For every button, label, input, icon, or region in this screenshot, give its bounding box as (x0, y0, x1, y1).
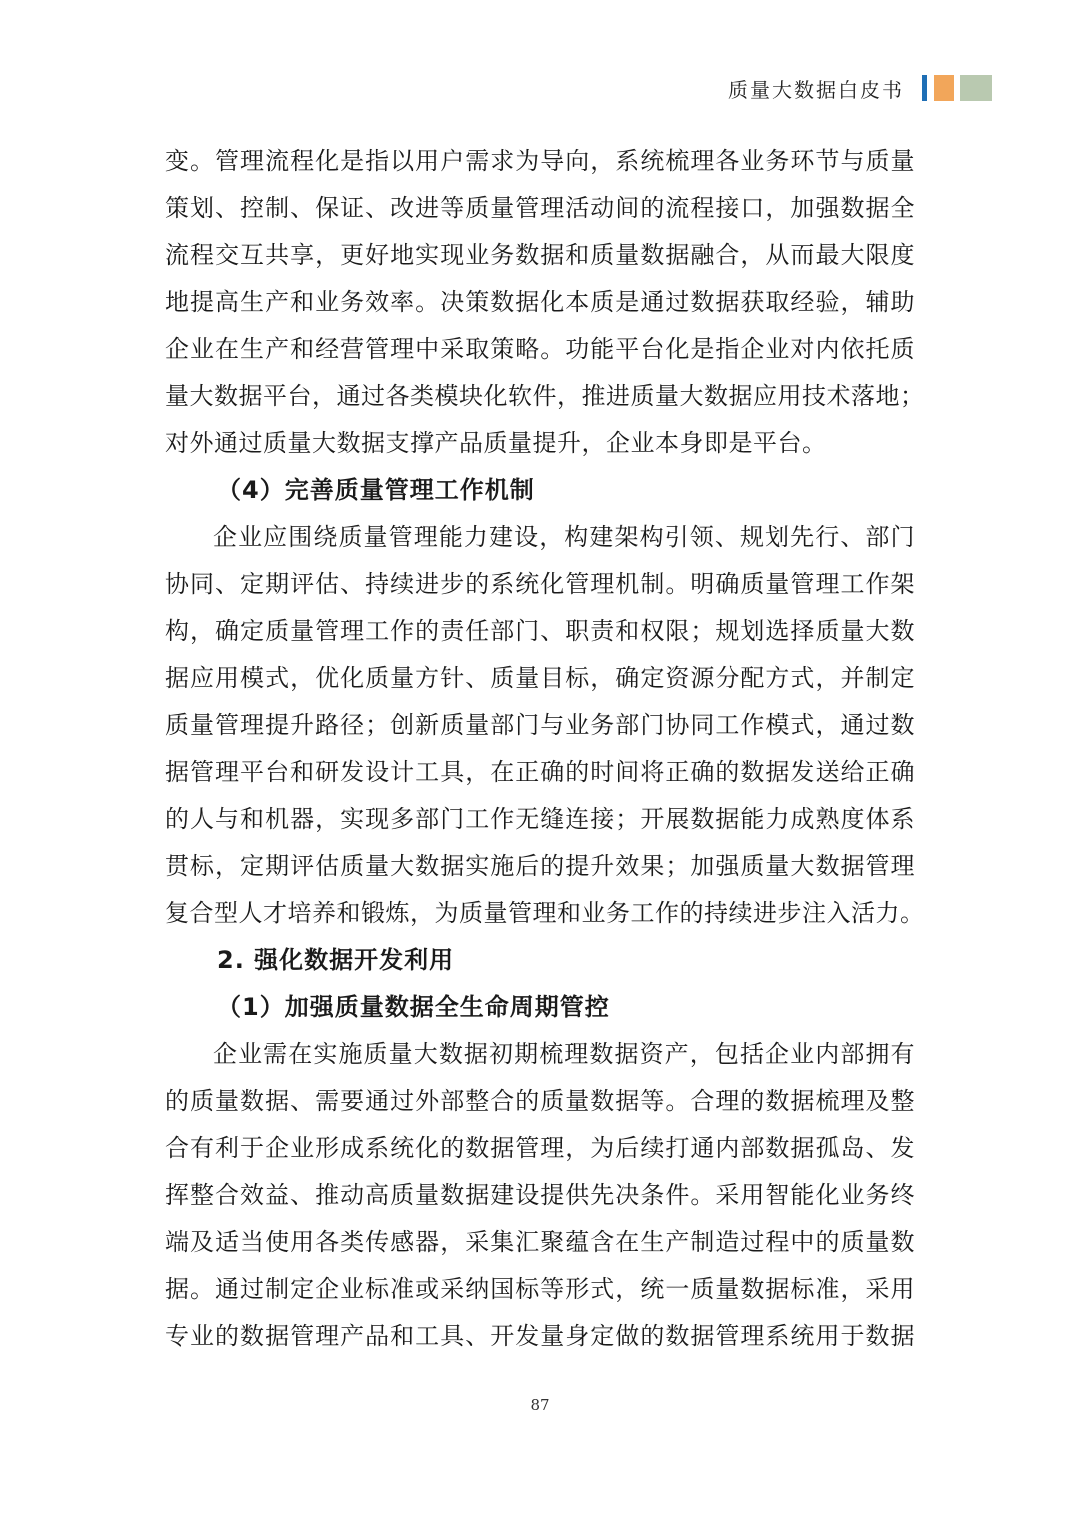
text-line: 复合型人才培养和锻炼，为质量管理和业务工作的持续进步注入活力。 (165, 899, 925, 927)
section-heading: 2. 强化数据开发利用 (217, 946, 455, 974)
text-line: 质量管理提升路径；创新质量部门与业务部门协同工作模式，通过数 (165, 711, 915, 739)
header-orange-square (934, 75, 954, 101)
text-line: 策划、控制、保证、改进等质量管理活动间的流程接口，加强数据全 (165, 194, 915, 222)
text-line: 贯标，定期评估质量大数据实施后的提升效果；加强质量大数据管理 (165, 852, 915, 880)
text-line: 据管理平台和研发设计工具，在正确的时间将正确的数据发送给正确 (165, 758, 915, 786)
running-header (728, 68, 992, 108)
text-line: 的质量数据、需要通过外部整合的质量数据等。合理的数据梳理及整 (165, 1087, 915, 1115)
text-line: 流程交互共享，更好地实现业务数据和质量数据融合，从而最大限度 (165, 241, 915, 269)
text-line: 据。通过制定企业标准或采纳国标等形式，统一质量数据标准，采用 (165, 1275, 915, 1303)
text-line: 构，确定质量管理工作的责任部门、职责和权限；规划选择质量大数 (165, 617, 915, 645)
header-blue-bar (922, 75, 927, 101)
text-line: 企业需在实施质量大数据初期梳理数据资产，包括企业内部拥有 (213, 1040, 915, 1068)
header-title: 质量大数据白皮书 (728, 77, 904, 102)
text-line: 企业应围绕质量管理能力建设，构建架构引领、规划先行、部门 (213, 523, 915, 551)
text-line: 变。管理流程化是指以用户需求为导向，系统梳理各业务环节与质量 (165, 147, 915, 175)
text-line: 端及适当使用各类传感器，采集汇聚蕴含在生产制造过程中的质量数 (165, 1228, 915, 1256)
body-text (165, 138, 925, 1360)
text-line: 量大数据平台，通过各类模块化软件，推进质量大数据应用技术落地； (165, 382, 925, 410)
text-line: 的人与和机器，实现多部门工作无缝连接；开展数据能力成熟度体系 (165, 805, 915, 833)
text-line: 企业在生产和经营管理中采取策略。功能平台化是指企业对内依托质 (165, 335, 915, 363)
header-green-square (960, 75, 992, 101)
text-line: 对外通过质量大数据支撑产品质量提升，企业本身即是平台。 (165, 429, 827, 457)
page-number: 87 (530, 1396, 550, 1414)
section-heading: （4）完善质量管理工作机制 (217, 476, 535, 504)
text-line: 据应用模式，优化质量方针、质量目标，确定资源分配方式，并制定 (165, 664, 915, 692)
text-line: 协同、定期评估、持续进步的系统化管理机制。明确质量管理工作架 (165, 570, 915, 598)
section-heading: （1）加强质量数据全生命周期管控 (217, 993, 610, 1021)
text-line: 合有利于企业形成系统化的数据管理，为后续打通内部数据孤岛、发 (165, 1134, 915, 1162)
text-line: 挥整合效益、推动高质量数据建设提供先决条件。采用智能化业务终 (165, 1181, 915, 1209)
text-line: 专业的数据管理产品和工具、开发量身定做的数据管理系统用于数据 (165, 1322, 915, 1350)
text-line: 地提高生产和业务效率。决策数据化本质是通过数据获取经验，辅助 (165, 288, 915, 316)
